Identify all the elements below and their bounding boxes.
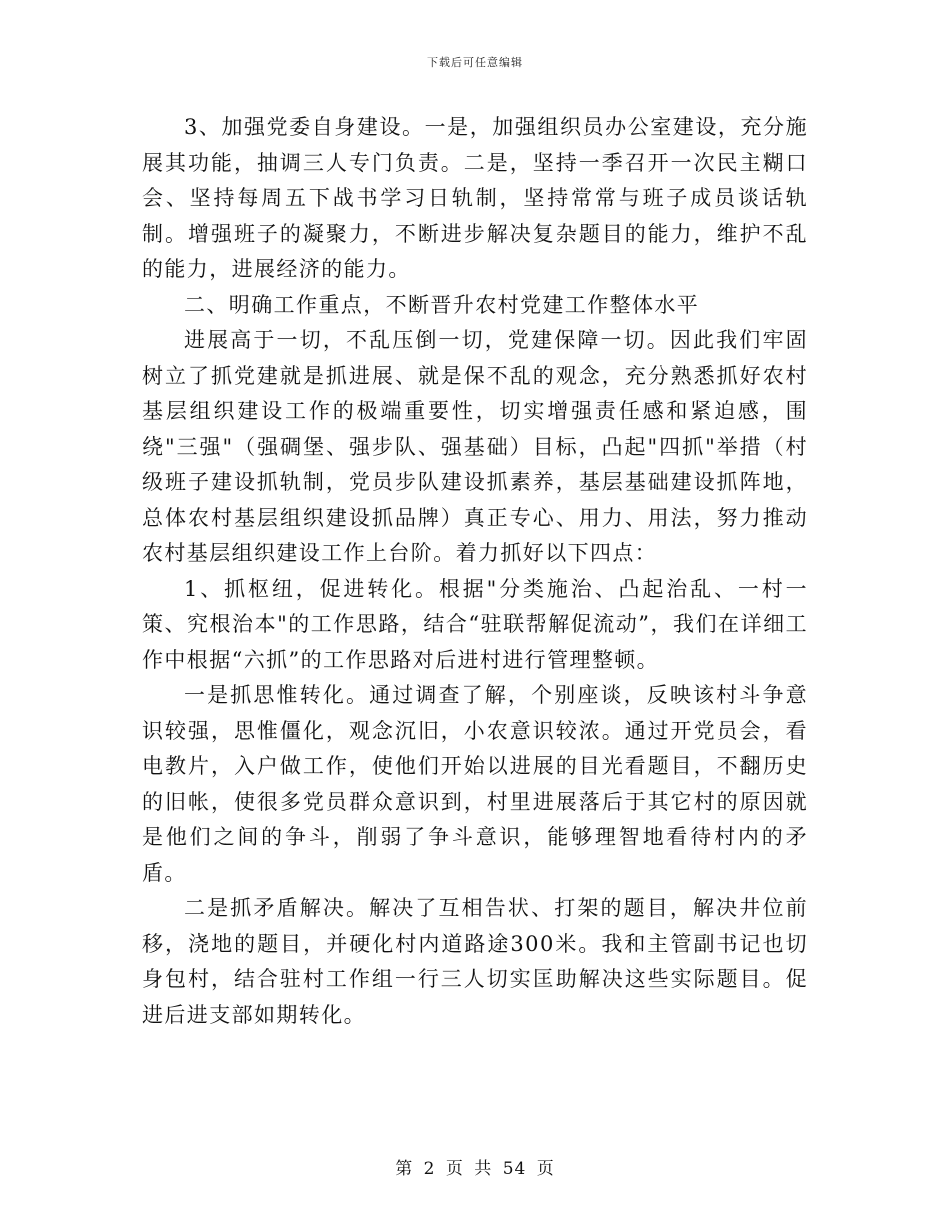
paragraph-conflict-resolution: 二是抓矛盾解决。解决了互相告状、打架的题目，解决井位前移，浇地的题目，并硬化村内道路途300米。我和主管副书记也切身包村，结合驻村工作组一行三人切实匡助解决这些实际题目。促进后进支部如期转化。: [142, 896, 808, 1027]
paragraph-key-transformation: 1、抓枢纽，促进转化。根据"分类施治、凸起治乱、一村一策、究根治本"的工作思路，结合“驻联帮解促流动”，我们在详细工作中根据“六抓”的工作思路对后进村进行管理整顿。: [142, 576, 808, 672]
page-header: 下载后可任意编辑: [427, 56, 523, 69]
section-heading-work-focus: 二、明确工作重点，不断晋升农村党建工作整体水平: [184, 292, 700, 317]
paragraph-development-priority: 进展高于一切，不乱压倒一切，党建保障一切。因此我们牢固树立了抓党建就是抓进展、就是保不乱的观念，充分熟悉抓好农村基层组织建设工作的极端重要性，切实增强责任感和紧迫感，围绕"三强"（强碉堡、强步队、强基础）目标，凸起"四抓"举措（村级班子建设抓轨制，党员步队建设抓素养，基层基础建设抓阵地，总体农村基层组织建设抓品牌）真正专心、用力、用法，努力推动农村基层组织建设工作上台阶。着力抓好以下四点：: [142, 328, 808, 565]
paragraph-mindset-transformation: 一是抓思惟转化。通过调查了解，个别座谈，反映该村斗争意识较强，思惟僵化，观念沉旧，小农意识较浓。通过开党员会，看电教片，入户做工作，使他们开始以进展的目光看题目，不翻历史的旧帐，使很多党员群众意识到，村里进展落后于其它村的原因就是他们之间的争斗，削弱了争斗意识，能够理智地看待村内的矛盾。: [142, 683, 808, 885]
page-number-footer: 第 2 页 共 54 页: [395, 1159, 555, 1179]
paragraph-party-committee-building: 3、加强党委自身建设。一是，加强组织员办公室建设，充分施展其功能，抽调三人专门负责。二是，坚持一季召开一次民主糊口会、坚持每周五下战书学习日轨制，坚持常常与班子成员谈话轨制。增强班子的凝聚力，不断进步解决复杂题目的能力，维护不乱的能力，进展经济的能力。: [142, 115, 808, 281]
document-body: [142, 110, 808, 1033]
